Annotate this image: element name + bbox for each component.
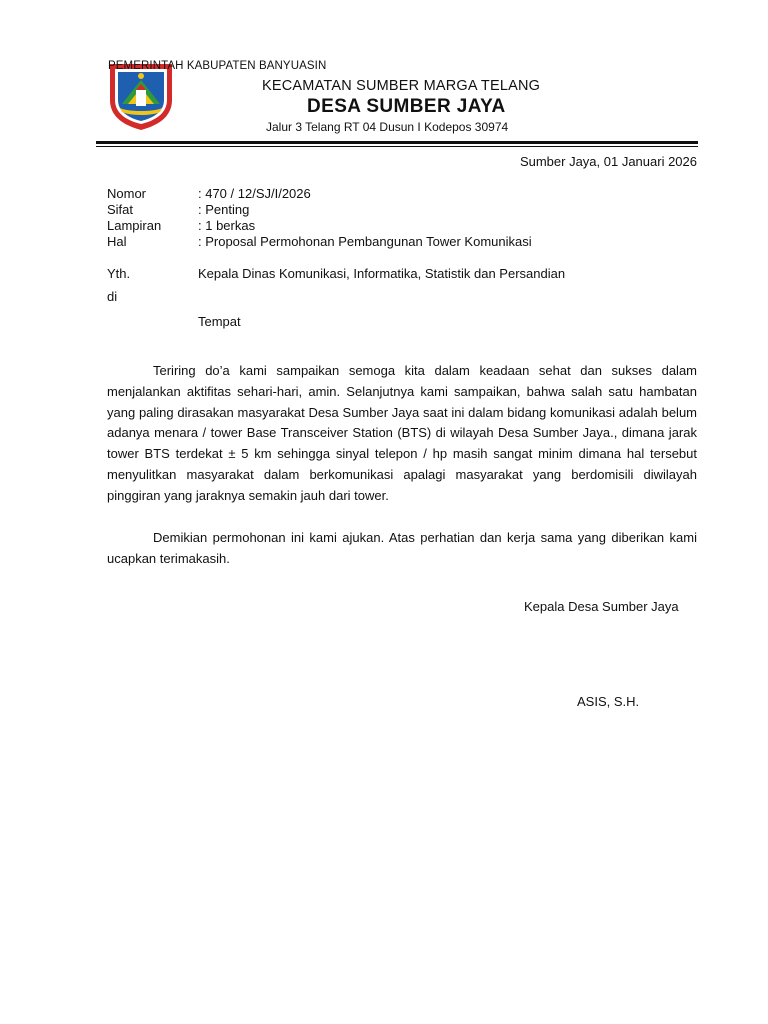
body-paragraph-2: Demikian permohonan ini kami ajukan. Atas perhatian dan kerja sama yang diberikan kami ucapkan terimakasih. <box>107 530 697 566</box>
recipient-name: Kepala Dinas Komunikasi, Informatika, Statistik dan Persandian <box>198 266 566 281</box>
letterhead-regency: PEMERINTAH KABUPATEN BANYUASIN <box>108 60 327 72</box>
sifat-label: Sifat <box>107 202 134 217</box>
signature-title: Kepala Desa Sumber Jaya <box>524 599 679 614</box>
signature-name: ASIS, S.H. <box>577 694 640 709</box>
body-paragraph-1: Teriring do’a kami sampaikan semoga kita dalam keadaan sehat dan sukses dalam menjalankan aktifitas sehari-hari, amin. Selanjutnya kami sampaikan, bahwa salah satu hambatan yang paling dirasakan masyarakat Desa Sumber Jaya saat ini dalam bidang komunikasi adalah belum adanya menara / tower Base Transceiver Station (BTS) di wilayah Desa Sumber Jaya., dimana jarak tower BTS terdekat ± 5 km sehingga sinyal telepon / hp masih sangat minim dimana hal tersebut menyulitkan masyarakat dalam berkomunikasi apalagi masyarakat yang berdomisili diwilayah pinggiran yang jaraknya semakin jauh dari tower. <box>107 363 697 503</box>
nomor-label: Nomor <box>107 186 147 201</box>
nomor-value: : 470 / 12/SJ/I/2026 <box>198 186 311 201</box>
di-label: di <box>107 289 118 304</box>
lampiran-value: : 1 berkas <box>198 218 256 233</box>
lampiran-label: Lampiran <box>107 218 162 233</box>
hal-label: Hal <box>107 234 127 249</box>
letterhead-address: Jalur 3 Telang RT 04 Dusun I Kodepos 30974 <box>266 120 509 134</box>
yth-label: Yth. <box>107 266 131 281</box>
recipient-place: Tempat <box>198 314 241 329</box>
letterhead-divider-thick <box>96 141 698 144</box>
hal-value: : Proposal Permohonan Pembangunan Tower Komunikasi <box>198 234 532 249</box>
letterhead-subdistrict: KECAMATAN SUMBER MARGA TELANG <box>262 78 541 94</box>
letter-date: Sumber Jaya, 01 Januari 2026 <box>519 154 697 169</box>
letterhead-village: DESA SUMBER JAYA <box>307 96 506 117</box>
letterhead-divider-thin <box>96 146 698 147</box>
sifat-value: : Penting <box>198 202 250 217</box>
